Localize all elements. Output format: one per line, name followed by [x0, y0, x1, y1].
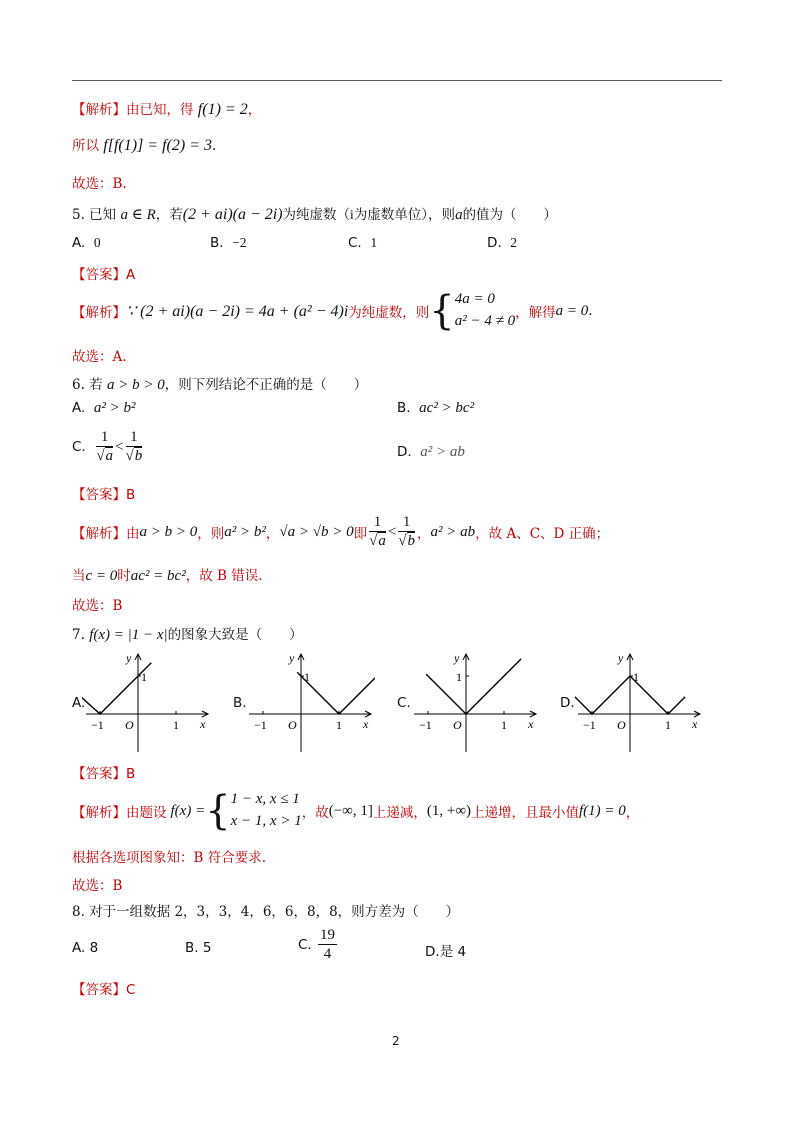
piece-row: 1 − x, x ≤ 1	[230, 791, 300, 808]
q7-option-c-label: C.	[397, 695, 411, 711]
q6-conclusion: 故选：B	[72, 598, 123, 614]
option-label: B.	[397, 400, 411, 416]
fraction-numerator: 19	[320, 927, 336, 943]
period: .	[212, 138, 217, 154]
equation-system	[455, 289, 515, 333]
fraction: $\frac{1}{√a}$	[96, 429, 114, 464]
tick-label-y1: 1	[304, 670, 310, 684]
option-value: 8	[89, 940, 99, 956]
option-label: A.	[72, 235, 86, 251]
tick-label-y1: 1	[456, 670, 462, 684]
stem-text: ，则下列结论不正确的是（ ）	[164, 377, 368, 393]
q6-number: 6. 若	[72, 377, 103, 393]
answer-value: A	[126, 267, 136, 283]
option-label: A.	[72, 940, 86, 956]
math-expression: (2 + ai)(a − 2i)	[182, 206, 283, 223]
stem-text: ，若	[155, 207, 183, 223]
q6-option-c: C. $\frac{1}{√a}$ < $\frac{1}{√b}$	[72, 429, 143, 464]
math-expression: a = 0	[555, 302, 589, 319]
piece-row: x − 1, x > 1	[230, 813, 302, 829]
math-expression: f(x) = |1 − x|	[89, 627, 168, 643]
option-label: C.	[298, 937, 312, 953]
analysis-text: 时	[117, 568, 131, 584]
y-axis-label: y	[289, 651, 295, 665]
q4-conclusion: 故选：B.	[72, 176, 127, 192]
option-label: A.	[72, 400, 86, 416]
analysis-tag: 【解析】	[72, 526, 126, 542]
q5-number: 5. 已知	[72, 207, 117, 223]
math-expression: a² > b²	[224, 523, 266, 540]
tick-label-y1: 1	[141, 670, 147, 684]
page-number: 2	[392, 1034, 400, 1048]
x-axis-label: x	[528, 717, 534, 731]
q8-stem: 8. 对于一组数据 2，3，3，4，6，6，8，8，则方差为（ ）	[72, 904, 460, 920]
math-symbol: i	[350, 207, 354, 222]
math-expression: ac² = bc²	[130, 568, 186, 584]
math-expression: a ∈ R	[120, 207, 156, 223]
system-row: 4a = 0	[454, 291, 495, 308]
q6-answer	[72, 483, 135, 503]
stem-text: 的值为（ ）	[462, 207, 558, 223]
math-expression: a > b > 0	[106, 377, 165, 393]
fraction: $\frac{1}{√b}$	[125, 429, 143, 464]
q6-analysis-line1: 【解析】 由 a > b > 0 ，则 a² > b² ， √a > √b > 0 即 $\frac{1}{√a}$ < $\frac{1}{√b}$ ， a² > ab ，故 A、C、D 正确；	[72, 514, 610, 549]
option-label: D.	[425, 944, 440, 960]
y-axis-label: y	[618, 651, 624, 665]
option-label: C.	[348, 235, 362, 251]
option-value: a² > ab	[420, 444, 465, 460]
fraction-19-4	[318, 928, 337, 962]
answer-value: B	[126, 766, 136, 782]
origin-label: O	[288, 718, 297, 732]
option-label: B.	[210, 235, 224, 251]
graph-option-d	[574, 648, 704, 758]
tick-label-neg1: −1	[419, 718, 432, 732]
option-value: 1	[370, 235, 378, 250]
stem-text: 为纯虚数（	[282, 207, 351, 223]
option-label: C.	[72, 439, 86, 455]
q7-analysis-line2: 根据各选项图象知：B 符合要求.	[72, 850, 267, 866]
tick-label-pos1: 1	[501, 718, 507, 732]
q7-option-b-label: B.	[233, 695, 247, 711]
math-expression: (1, +∞)	[426, 802, 472, 819]
option-value: 是 4	[439, 944, 467, 960]
math-symbol: a	[455, 207, 463, 223]
q8-option-d	[425, 940, 466, 960]
q5-option-a	[72, 235, 101, 251]
analysis-text: 即	[353, 526, 368, 542]
system-row: a² − 4 ≠ 0	[454, 313, 516, 329]
q5-option-d	[487, 235, 517, 251]
answer-value: B	[126, 487, 136, 503]
origin-label: O	[617, 718, 626, 732]
analysis-text: ，故 B 错误.	[185, 568, 263, 584]
answer-tag: 【答案】	[72, 267, 126, 283]
option-value: ac² > bc²	[419, 400, 475, 416]
piecewise-rows	[231, 789, 302, 833]
x-axis-label: x	[363, 717, 369, 731]
period: .	[588, 303, 593, 319]
q7-analysis	[72, 786, 639, 836]
option-value: 2	[510, 235, 518, 250]
header-rule	[72, 80, 722, 81]
x-axis-label: x	[692, 717, 698, 731]
origin-label: O	[125, 718, 134, 732]
analysis-text: 由已知，得	[126, 102, 194, 118]
answer-tag: 【答案】	[72, 766, 126, 782]
analysis-text: ，	[625, 805, 640, 821]
q6-option-b	[397, 400, 474, 417]
q7-option-a-label: A.	[72, 695, 86, 711]
system-brace: {	[429, 288, 455, 334]
math-expression: √a > √b > 0	[279, 523, 354, 540]
analysis-text: ，	[417, 526, 431, 542]
analysis-text: ，故	[301, 805, 329, 821]
math-expression: ∵ (2 + ai)(a − 2i) = 4a + (a² − 4)i	[126, 303, 349, 320]
q6-stem	[72, 373, 367, 394]
analysis-text: 为纯虚数，则	[348, 305, 430, 321]
stem-text: 为虚数单位），则	[353, 207, 456, 223]
piecewise-brace: {	[205, 788, 231, 834]
analysis-text: ，则	[197, 526, 225, 542]
q6-option-d	[397, 444, 465, 461]
fraction: $\frac{1}{√b}$	[398, 514, 416, 549]
analysis-text: 由题设	[126, 805, 167, 821]
option-value: −2	[232, 235, 247, 250]
q5-option-c	[348, 235, 377, 251]
q7-conclusion: 故选：B	[72, 878, 123, 894]
y-axis-label: y	[454, 651, 460, 665]
q7-answer	[72, 762, 135, 782]
origin-label: O	[453, 718, 462, 732]
stem-text: 的图象大致是（ ）	[167, 627, 303, 643]
analysis-text: 所以	[72, 138, 99, 154]
graph-option-a	[82, 648, 212, 758]
analysis-text: 上递增，且最小值	[471, 805, 580, 821]
analysis-text: 当	[72, 568, 86, 584]
analysis-text: ，	[265, 526, 280, 542]
q4-analysis-line1: 【解析】由已知，得 f(1) = 2，	[72, 101, 262, 118]
option-label: D.	[397, 444, 412, 460]
analysis-text: ，故 A、C、D 正确；	[475, 526, 610, 542]
answer-tag: 【答案】	[72, 982, 126, 998]
math-expression: f(1) = 0	[579, 802, 626, 819]
q4-analysis-line2	[72, 134, 216, 155]
option-label: D.	[487, 235, 502, 251]
q5-analysis	[72, 288, 593, 334]
option-value: 5	[202, 940, 212, 956]
analysis-tag: 【解析】	[72, 805, 126, 821]
math-expression: (−∞, 1]	[328, 802, 373, 819]
y-axis-label: y	[126, 651, 132, 665]
tick-label-neg1: −1	[91, 718, 104, 732]
analysis-tag: 【解析】	[72, 305, 126, 321]
math-expression: f(1) = 2	[197, 101, 248, 118]
option-value: 0	[93, 235, 101, 250]
math-expression: f(x) =	[170, 802, 206, 819]
fraction: $\frac{1}{√a}$	[369, 514, 386, 549]
q8-answer	[72, 978, 135, 998]
analysis-tag: 【解析】	[72, 102, 126, 118]
analysis-text: 上递减，	[372, 805, 427, 821]
q6-option-a	[72, 400, 136, 417]
q7-number: 7.	[72, 627, 85, 643]
tick-label-neg1: −1	[254, 718, 267, 732]
answer-tag: 【答案】	[72, 487, 126, 503]
analysis-text: ，解得	[515, 305, 556, 321]
math-expression: a² > ab	[430, 523, 476, 540]
q5-option-b	[210, 235, 247, 251]
q5-conclusion: 故选：A.	[72, 349, 127, 365]
option-value: a² > b²	[93, 400, 136, 416]
graph-option-c	[410, 648, 540, 758]
tick-label-neg1: −1	[583, 718, 596, 732]
function-curve	[426, 659, 521, 714]
q5-answer	[72, 263, 135, 283]
tick-label-pos1: 1	[665, 718, 671, 732]
math-expression: c = 0	[85, 568, 118, 584]
math-expression: f[f(1)] = f(2) = 3	[103, 137, 212, 154]
q5-stem	[72, 203, 557, 224]
graph-option-b	[245, 648, 375, 758]
q8-option-b	[185, 940, 211, 956]
q7-option-d-label: D.	[560, 695, 575, 711]
q8-option-c	[298, 928, 339, 962]
tick-label-pos1: 1	[336, 718, 342, 732]
fraction-denominator: 4	[323, 946, 332, 962]
x-axis-label: x	[200, 717, 206, 731]
answer-value: C	[126, 982, 136, 998]
q7-stem	[72, 623, 303, 644]
q6-analysis-line2	[72, 564, 263, 585]
tick-label-pos1: 1	[173, 718, 179, 732]
analysis-text: 由	[126, 526, 140, 542]
tick-label-y1: 1	[633, 670, 639, 684]
q8-option-a	[72, 940, 98, 956]
option-label: B.	[185, 940, 199, 956]
math-expression: a > b > 0	[139, 523, 198, 540]
